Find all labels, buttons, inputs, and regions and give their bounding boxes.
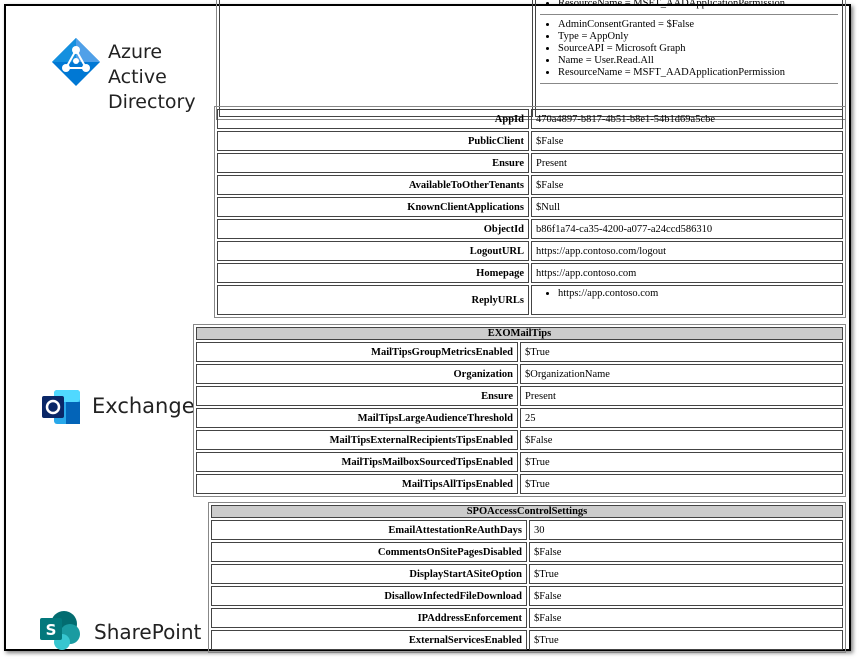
permission-item: • AdminConsentGranted = $False xyxy=(558,19,838,31)
table-header-row xyxy=(196,327,843,340)
property-key: ObjectId xyxy=(217,219,529,239)
property-key: MailTipsExternalRecipientsTipsEnabled xyxy=(196,430,518,450)
property-key: Ensure xyxy=(217,153,529,173)
permission-item: • Type = AppOnly xyxy=(558,31,838,43)
property-value: b86f1a74-ca35-4200-a077-a24ccd586310 xyxy=(531,219,843,239)
property-value: $Null xyxy=(531,197,843,217)
table-row xyxy=(217,153,843,173)
property-value: $False xyxy=(520,430,843,450)
property-value: https://app.contoso.com/logout xyxy=(531,241,843,261)
property-value: $False xyxy=(529,542,843,562)
property-key: CommentsOnSitePagesDisabled xyxy=(211,542,527,562)
azure-logo-line1: Azure Active xyxy=(108,41,167,88)
sharepoint-logo xyxy=(38,610,208,650)
table-row xyxy=(217,109,843,129)
property-value: Present xyxy=(531,153,843,173)
divider xyxy=(540,14,838,15)
azure-ad-icon xyxy=(50,36,102,88)
table-row xyxy=(217,285,843,315)
spoaccesscontrolsettings-table xyxy=(208,502,846,653)
permission-item: • Name = User.Read.All xyxy=(558,55,838,67)
property-value: $OrganizationName xyxy=(520,364,843,384)
table-row xyxy=(196,342,843,362)
permission-list xyxy=(540,19,838,79)
property-value xyxy=(531,285,843,315)
table-row xyxy=(196,430,843,450)
property-key: AppId xyxy=(217,109,529,129)
azure-properties-table xyxy=(214,106,846,318)
exchange-logo xyxy=(40,388,200,428)
property-key: ExternalServicesEnabled xyxy=(211,630,527,650)
azure-permissions-table xyxy=(216,0,846,120)
property-key: Organization xyxy=(196,364,518,384)
azure-logo-line2: Directory xyxy=(108,91,196,113)
sharepoint-logo-label: SharePoint xyxy=(94,620,202,644)
property-key: MailTipsMailboxSourcedTipsEnabled xyxy=(196,452,518,472)
property-key: DisplayStartASiteOption xyxy=(211,564,527,584)
table-row xyxy=(211,564,843,584)
reply-url-list xyxy=(536,288,838,300)
property-key: IPAddressEnforcement xyxy=(211,608,527,628)
azure-ad-logo xyxy=(50,34,220,113)
permission-list-top xyxy=(540,0,838,10)
table-title: EXOMailTips xyxy=(196,327,843,340)
sharepoint-icon xyxy=(38,610,82,650)
table-row xyxy=(217,197,843,217)
permission-item: • ResourceName = MSFT_AADApplicationPermission xyxy=(558,67,838,79)
property-value: $False xyxy=(531,131,843,151)
exchange-logo-label: Exchange xyxy=(92,394,195,418)
table-row xyxy=(217,131,843,151)
property-value: $False xyxy=(529,586,843,606)
property-value: $True xyxy=(529,630,843,650)
property-key: Ensure xyxy=(196,386,518,406)
divider xyxy=(540,83,838,84)
property-value: Present xyxy=(520,386,843,406)
property-key: MailTipsAllTipsEnabled xyxy=(196,474,518,494)
table-row xyxy=(211,542,843,562)
permission-item: • ResourceName = MSFT_AADApplicationPermission xyxy=(558,0,838,10)
table-row xyxy=(217,175,843,195)
property-key: PublicClient xyxy=(217,131,529,151)
exchange-icon xyxy=(40,388,82,426)
property-key: Homepage xyxy=(217,263,529,283)
table-row xyxy=(217,219,843,239)
table-row xyxy=(196,408,843,428)
property-key: EmailAttestationReAuthDays xyxy=(211,520,527,540)
property-value: $False xyxy=(531,175,843,195)
table-header-row xyxy=(211,505,843,518)
table-title: SPOAccessControlSettings xyxy=(211,505,843,518)
property-value: 30 xyxy=(529,520,843,540)
table-row xyxy=(196,364,843,384)
property-value: 25 xyxy=(520,408,843,428)
property-value: https://app.contoso.com xyxy=(531,263,843,283)
table-row xyxy=(217,241,843,261)
table-row xyxy=(196,452,843,472)
table-row xyxy=(196,386,843,406)
property-value: 470a4897-b817-4b51-b8e1-54b1d69a5cbe xyxy=(531,109,843,129)
property-value: $True xyxy=(529,564,843,584)
document-frame xyxy=(4,0,851,651)
property-value: $True xyxy=(520,342,843,362)
reply-url-item: • https://app.contoso.com xyxy=(558,288,838,300)
table-row xyxy=(217,263,843,283)
property-key: LogoutURL xyxy=(217,241,529,261)
table-row xyxy=(211,630,843,650)
property-key: ReplyURLs xyxy=(217,285,529,315)
property-key: AvailableToOtherTenants xyxy=(217,175,529,195)
table-row xyxy=(211,520,843,540)
property-value: $False xyxy=(529,608,843,628)
property-key: DisallowInfectedFileDownload xyxy=(211,586,527,606)
exomailtips-table xyxy=(193,324,846,497)
property-value: $True xyxy=(520,452,843,472)
table-row xyxy=(211,586,843,606)
table-row xyxy=(196,474,843,494)
property-key: MailTipsLargeAudienceThreshold xyxy=(196,408,518,428)
property-key: MailTipsGroupMetricsEnabled xyxy=(196,342,518,362)
permissions-value-cell xyxy=(535,0,843,117)
svg-text:S: S xyxy=(45,621,57,639)
property-key: KnownClientApplications xyxy=(217,197,529,217)
property-value: $True xyxy=(520,474,843,494)
table-row xyxy=(211,608,843,628)
permissions-key-cell xyxy=(219,0,533,117)
permission-item: • SourceAPI = Microsoft Graph xyxy=(558,43,838,55)
